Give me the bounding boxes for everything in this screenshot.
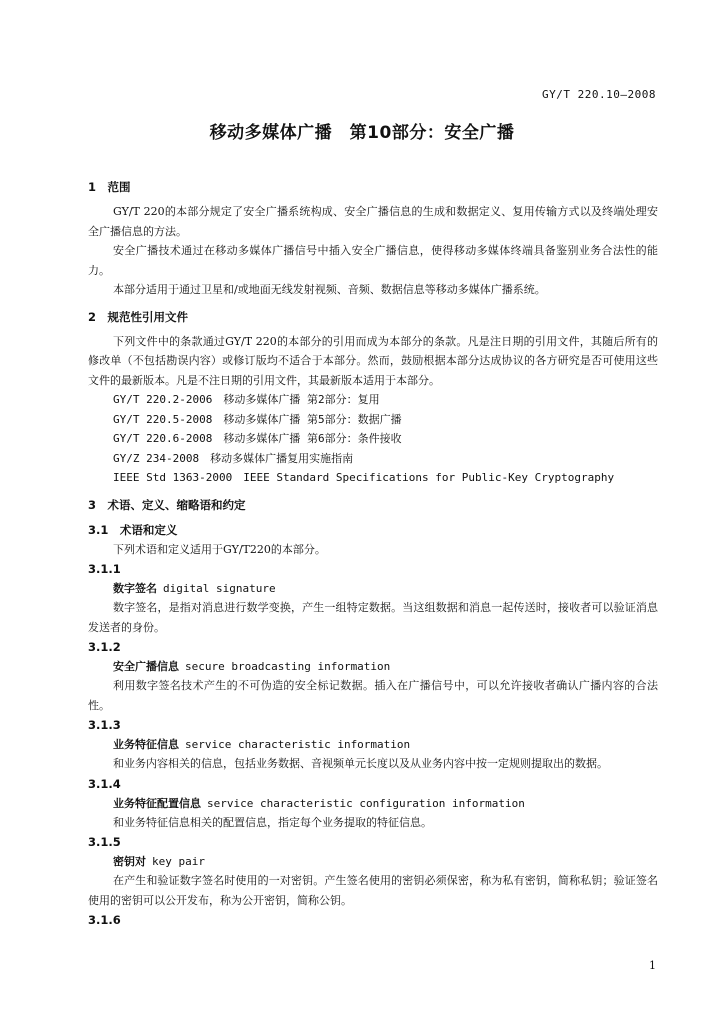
clause-number: 3.1.2 bbox=[88, 640, 121, 654]
paragraph: 本部分适用于通过卫星和/或地面无线发射视频、音频、数据信息等移动多媒体广播系统。 bbox=[113, 283, 546, 296]
section-heading-terms: 3 术语、定义、缩略语和约定 bbox=[88, 497, 246, 512]
term-definition: 数字签名，是指对消息进行数学变换，产生一组特定数据。当这组数据和消息一起传送时，接收者可以验证消息发送者的身份。 bbox=[88, 601, 658, 634]
reference-item: IEEE Std 1363-2000 IEEE Standard Specifications for Public-Key Cryptography bbox=[113, 471, 615, 484]
term-definition: 和业务特征信息相关的配置信息，指定每个业务提取的特征信息。 bbox=[113, 815, 432, 829]
clause-number: 3.1.4 bbox=[88, 776, 121, 791]
term-definition: 利用数字签名技术产生的不可伪造的安全标记数据。插入在广播信号中，可以允许接收者确认广播内容的合法性。 bbox=[88, 679, 658, 712]
term-definition: 在产生和验证数字签名时使用的一对密钥。产生签名使用的密钥必须保密，称为私有密钥，简称私钥；验证签名使用的密钥可以公开发布，称为公开密钥，简称公钥。 bbox=[88, 874, 658, 907]
clause-number: 3.1.1 bbox=[88, 562, 121, 576]
document-number: GY/T 220.10—2008 bbox=[542, 88, 656, 101]
term-cn: 安全广播信息 bbox=[113, 660, 179, 673]
reference-item: GY/T 220.2-2006 移动多媒体广播 第2部分：复用 bbox=[113, 393, 380, 406]
reference-item: GY/T 220.6-2008 移动多媒体广播 第6部分：条件接收 bbox=[113, 432, 402, 445]
page-number: 1 bbox=[649, 959, 656, 972]
term-cn: 业务特征信息 bbox=[113, 738, 179, 751]
reference-item: GY/Z 234-2008 移动多媒体广播复用实施指南 bbox=[113, 451, 354, 465]
term-heading bbox=[88, 735, 658, 754]
term-definition: 和业务内容相关的信息，包括业务数据、音视频单元长度以及从业务内容中按一定规则提取出的数据。 bbox=[113, 757, 608, 770]
document-title: 移动多媒体广播 第10部分：安全广播 bbox=[209, 123, 515, 143]
clause-number: 3.1.3 bbox=[88, 718, 121, 732]
term-heading bbox=[88, 852, 658, 871]
term-heading bbox=[88, 657, 658, 676]
paragraph: 下列术语和定义适用于GY/T220的本部分。 bbox=[113, 542, 326, 556]
term-cn: 数字签名 bbox=[113, 582, 157, 595]
paragraph: 安全广播技术通过在移动多媒体广播信号中插入安全广播信息，使得移动多媒体终端具备鉴别业务合法性的能力。 bbox=[88, 244, 658, 277]
reference-item: GY/T 220.5-2008 移动多媒体广播 第5部分：数据广播 bbox=[113, 412, 402, 426]
term-cn: 业务特征配置信息 bbox=[113, 796, 201, 810]
term-en: digital signature bbox=[163, 582, 276, 595]
term-cn: 密钥对 bbox=[113, 855, 146, 868]
section-heading-normative-references: 2 规范性引用文件 bbox=[88, 309, 189, 324]
document-body bbox=[88, 176, 658, 930]
clause-number: 3.1.5 bbox=[88, 835, 121, 849]
term-en: key pair bbox=[152, 855, 205, 868]
term-en: service characteristic information bbox=[185, 738, 411, 751]
clause-number: 3.1.6 bbox=[88, 913, 121, 927]
subsection-heading-terms-definitions: 3.1 术语和定义 bbox=[88, 522, 178, 537]
term-heading bbox=[88, 794, 658, 813]
paragraph: GY/T 220的本部分规定了安全广播系统构成、安全广播信息的生成和数据定义、复用传输方式以及终端处理安全广播信息的方法。 bbox=[88, 205, 658, 238]
term-heading bbox=[88, 579, 658, 598]
term-en: secure broadcasting information bbox=[185, 660, 391, 673]
section-heading-scope: 1 范围 bbox=[88, 180, 131, 194]
paragraph: 下列文件中的条款通过GY/T 220的本部分的引用而成为本部分的条款。凡是注日期的引用文件，其随后所有的修改单（不包括勘误内容）或修订版均不适合于本部分。然而，鼓励根据本部分达成协议的各方研究是否可使用这些文件的最新版本。凡是不注日期的引用文件，其最新版本适用于本部分。 bbox=[88, 334, 658, 387]
term-en: service characteristic configuration information bbox=[207, 796, 525, 810]
